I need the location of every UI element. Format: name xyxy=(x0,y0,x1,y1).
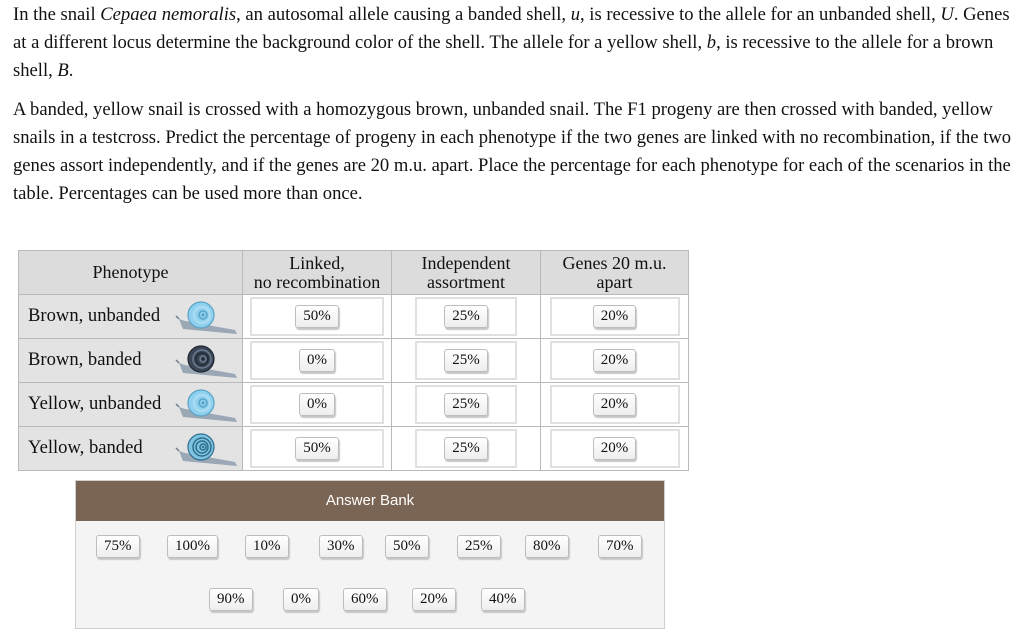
answer-chip[interactable]: 20% xyxy=(593,437,637,460)
drop-target-linked[interactable] xyxy=(250,429,384,468)
answer-chip[interactable]: 20% xyxy=(593,393,637,416)
drop-target-independent[interactable] xyxy=(415,429,517,468)
question-paragraph-2: A banded, yellow snail is crossed with a homozygous brown, unbanded snail. The F1 progeny are then crossed with banded, yellow snails in a testcross. Predict the percentage of progeny in each phenotype if the two genes are linked with no recombination, if the two genes assort independently, and if the genes are 20 m.u. apart. Place the percentage for each phenotype for each of the scenarios in the table. Percentages can be used more than once. xyxy=(13,99,1012,204)
answer-chip[interactable]: 20% xyxy=(593,349,637,372)
answer-cell-linked xyxy=(243,427,392,471)
table-row xyxy=(19,295,689,339)
answer-cell-linked xyxy=(243,339,392,383)
answer-chip[interactable]: 0% xyxy=(299,349,335,372)
phenotype-label: Brown, unbanded xyxy=(28,305,161,326)
answer-bank-title: Answer Bank xyxy=(76,481,664,521)
bank-chip[interactable]: 80% xyxy=(525,535,569,558)
answer-cell-genes20 xyxy=(541,383,689,427)
bank-chip[interactable]: 75% xyxy=(96,535,140,558)
drop-target-genes20[interactable] xyxy=(550,341,680,380)
phenotype-cell xyxy=(19,427,243,471)
drop-target-linked[interactable] xyxy=(250,341,384,380)
answer-cell-genes20 xyxy=(541,339,689,383)
bank-chip[interactable]: 90% xyxy=(209,588,253,611)
answer-cell-independent xyxy=(392,339,541,383)
answer-cell-independent xyxy=(392,383,541,427)
phenotype-cell xyxy=(19,339,243,383)
answer-chip[interactable]: 50% xyxy=(295,437,339,460)
drop-target-genes20[interactable] xyxy=(550,385,680,424)
drop-target-independent[interactable] xyxy=(415,297,517,336)
bank-chip[interactable]: 20% xyxy=(412,588,456,611)
answer-bank xyxy=(75,480,665,629)
answer-chip[interactable]: 25% xyxy=(444,305,488,328)
bank-chip[interactable]: 50% xyxy=(385,535,429,558)
answer-cell-independent xyxy=(392,427,541,471)
answer-chip[interactable]: 0% xyxy=(299,393,335,416)
answer-cell-linked xyxy=(243,383,392,427)
header-linked: Linked, no recombination xyxy=(243,251,392,295)
answer-cell-linked xyxy=(243,295,392,339)
answer-chip[interactable]: 20% xyxy=(593,305,637,328)
answer-chip[interactable]: 50% xyxy=(295,305,339,328)
answer-chip[interactable]: 25% xyxy=(444,349,488,372)
drop-target-genes20[interactable] xyxy=(550,429,680,468)
snail-icon xyxy=(175,387,241,423)
phenotype-table xyxy=(18,250,689,471)
snail-icon xyxy=(175,431,241,467)
phenotype-label: Yellow, unbanded xyxy=(28,393,162,414)
question-paragraph-1: In the snail Cepaea nemoralis, an autosomal allele causing a banded shell, u, is recessive to the allele for an unbanded shell, U. Genes at a different locus determine the background color of the shell. The allele for a yellow shell, b, is recessive to the allele for a brown shell, B. xyxy=(13,4,1010,81)
table-row xyxy=(19,427,689,471)
bank-chip[interactable]: 70% xyxy=(598,535,642,558)
species-name: Cepaea nemoralis xyxy=(100,4,237,25)
answer-cell-genes20 xyxy=(541,295,689,339)
answer-chip[interactable]: 25% xyxy=(444,393,488,416)
answer-cell-genes20 xyxy=(541,427,689,471)
snail-icon xyxy=(175,343,241,379)
bank-chip[interactable]: 40% xyxy=(481,588,525,611)
drop-target-independent[interactable] xyxy=(415,341,517,380)
answer-chip[interactable]: 25% xyxy=(444,437,488,460)
phenotype-cell xyxy=(19,383,243,427)
drop-target-genes20[interactable] xyxy=(550,297,680,336)
answer-cell-independent xyxy=(392,295,541,339)
header-genes-20mu: Genes 20 m.u. apart xyxy=(541,251,689,295)
phenotype-label: Yellow, banded xyxy=(28,437,143,458)
phenotype-cell xyxy=(19,295,243,339)
drop-target-linked[interactable] xyxy=(250,385,384,424)
snail-icon xyxy=(175,299,241,335)
table-row xyxy=(19,383,689,427)
bank-chip[interactable]: 25% xyxy=(457,535,501,558)
bank-chip[interactable]: 100% xyxy=(167,535,218,558)
bank-chip[interactable]: 60% xyxy=(343,588,387,611)
header-independent: Independent assortment xyxy=(392,251,541,295)
table-row xyxy=(19,339,689,383)
drop-target-independent[interactable] xyxy=(415,385,517,424)
bank-chip[interactable]: 10% xyxy=(245,535,289,558)
header-phenotype: Phenotype xyxy=(19,251,243,295)
bank-chip[interactable]: 30% xyxy=(319,535,363,558)
phenotype-label: Brown, banded xyxy=(28,349,142,370)
bank-chip[interactable]: 0% xyxy=(283,588,319,611)
drop-target-linked[interactable] xyxy=(250,297,384,336)
